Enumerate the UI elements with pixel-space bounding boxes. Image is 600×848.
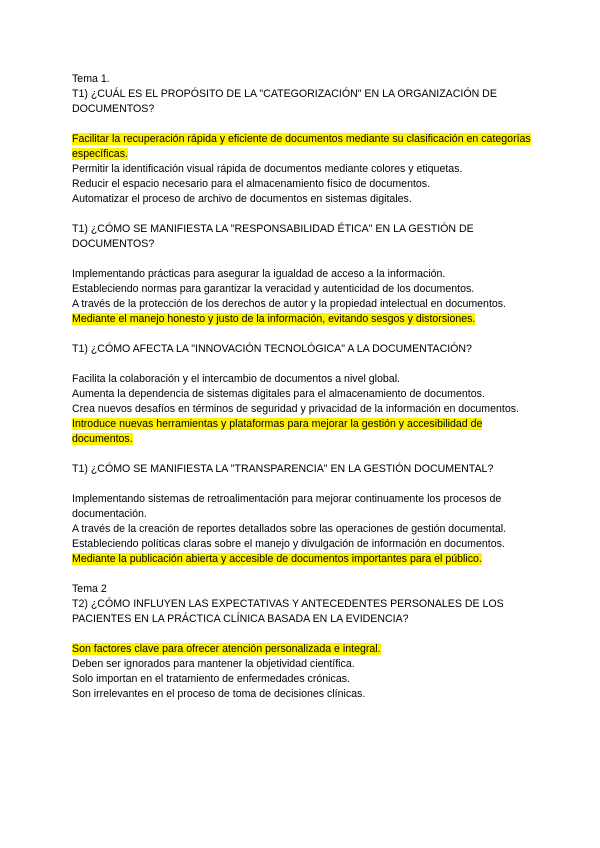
answer-option: Permitir la identificación visual rápida de documentos mediante colores y etiquetas. (72, 163, 463, 175)
question-text: T1) ¿CÓMO AFECTA LA "INNOVACIÓN TECNOLÓGICA" A LA DOCUMENTACIÓN? (72, 343, 472, 355)
highlighted-answer: Son factores clave para ofrecer atención personalizada e integral. (72, 643, 381, 655)
question-block-1 (72, 87, 542, 207)
answer-option: Implementando prácticas para asegurar la igualdad de acceso a la información. (72, 268, 446, 280)
highlighted-answer: Introduce nuevas herramientas y plataformas para mejorar la gestión y accesibilidad de documentos. (72, 418, 483, 445)
highlighted-answer: Mediante la publicación abierta y accesible de documentos importantes para el público. (72, 553, 482, 565)
answer-option: Deben ser ignorados para mantener la objetividad científica. (72, 658, 355, 670)
question-text: T1) ¿CÓMO SE MANIFIESTA LA "TRANSPARENCIA" EN LA GESTIÓN DOCUMENTAL? (72, 463, 494, 475)
question-block-3 (72, 342, 542, 447)
answer-option (72, 312, 542, 327)
answer-option: A través de la protección de los derechos de autor y la propiedad intelectual en documentos. (72, 298, 507, 310)
answer-option (72, 642, 542, 657)
answer-option: Estableciendo políticas claras sobre el manejo y divulgación de información en documentos. (72, 538, 505, 550)
answer-option (72, 132, 542, 162)
tema-1-heading: Tema 1. (72, 73, 110, 85)
answer-option: Aumenta la dependencia de sistemas digitales para el almacenamiento de documentos. (72, 388, 485, 400)
question-text: T1) ¿CUÁL ES EL PROPÓSITO DE LA "CATEGORIZACIÓN" EN LA ORGANIZACIÓN DE DOCUMENTOS? (72, 88, 497, 115)
highlighted-answer: Mediante el manejo honesto y justo de la información, evitando sesgos y distorsiones. (72, 313, 476, 325)
question-block-5 (72, 597, 542, 702)
tema-2-heading: Tema 2 (72, 583, 107, 595)
document-page (72, 72, 542, 702)
answer-option: Estableciendo normas para garantizar la veracidad y autenticidad de los documentos. (72, 283, 475, 295)
answer-option (72, 417, 542, 447)
answer-option (72, 552, 542, 567)
answer-option: Implementando sistemas de retroalimentación para mejorar continuamente los procesos de documentación. (72, 493, 502, 520)
answer-option: Crea nuevos desafíos en términos de seguridad y privacidad de la información en documentos. (72, 403, 519, 415)
question-text: T2) ¿CÓMO INFLUYEN LAS EXPECTATIVAS Y ANTECEDENTES PERSONALES DE LOS PACIENTES EN LA PRÁCTICA CLÍNICA BASADA EN LA EVIDENCIA? (72, 598, 504, 625)
question-text: T1) ¿CÓMO SE MANIFIESTA LA "RESPONSABILIDAD ÉTICA" EN LA GESTIÓN DE DOCUMENTOS? (72, 223, 474, 250)
answer-option: Solo importan en el tratamiento de enfermedades crónicas. (72, 673, 350, 685)
answer-option: Automatizar el proceso de archivo de documentos en sistemas digitales. (72, 193, 412, 205)
answer-option: Facilita la colaboración y el intercambio de documentos a nivel global. (72, 373, 400, 385)
answer-option: Son irrelevantes en el proceso de toma de decisiones clínicas. (72, 688, 366, 700)
highlighted-answer: Facilitar la recuperación rápida y eficiente de documentos mediante su clasificación en categorías específicas. (72, 133, 531, 160)
question-block-2 (72, 222, 542, 327)
answer-option: A través de la creación de reportes detallados sobre las operaciones de gestión documental. (72, 523, 507, 535)
question-block-4 (72, 462, 542, 567)
answer-option: Reducir el espacio necesario para el almacenamiento físico de documentos. (72, 178, 431, 190)
